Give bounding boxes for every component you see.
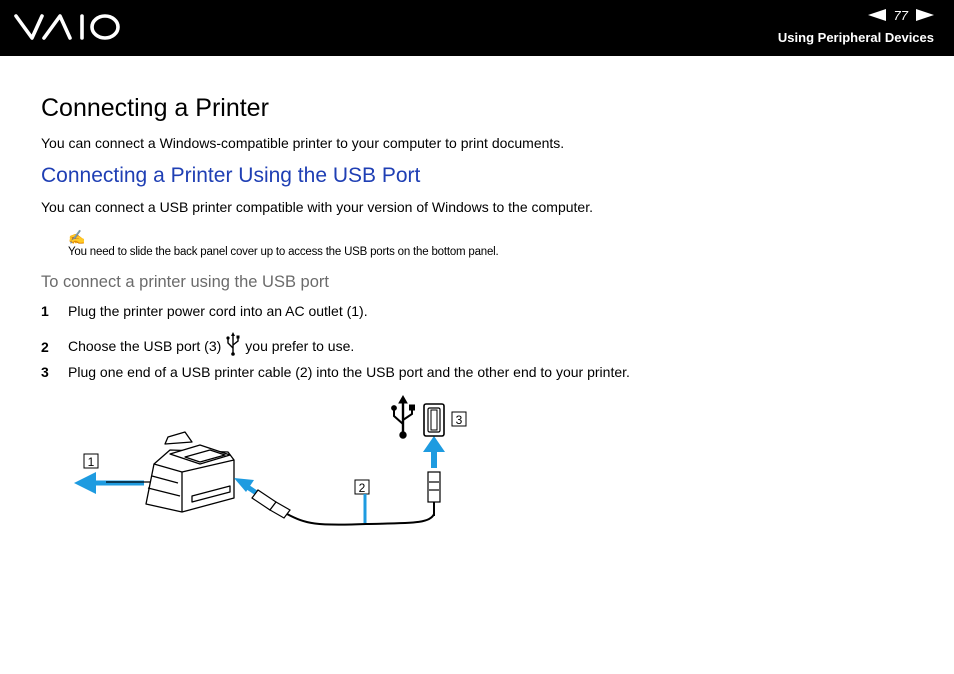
subintro-text: You can connect a USB printer compatible with your version of Windows to the computer.	[41, 199, 593, 215]
step-text: Plug one end of a USB printer cable (2) into the USB port and the other end to your printer.	[68, 364, 630, 380]
header-bar	[0, 0, 954, 56]
power-arrow	[74, 472, 152, 494]
callout-1-label: 1	[87, 455, 95, 469]
printer-connection-diagram	[70, 392, 490, 542]
step-text: Plug the printer power cord into an AC outlet (1).	[68, 303, 368, 319]
callout-3	[452, 412, 466, 427]
step-text-after: you prefer to use.	[245, 338, 355, 354]
triangle-right-icon[interactable]	[916, 9, 934, 21]
usb-cable	[252, 472, 440, 525]
callout-3-label: 3	[455, 413, 463, 427]
step-text-before: Choose the USB port (3)	[68, 338, 222, 354]
step-number: 2	[41, 339, 49, 355]
step-number: 3	[41, 364, 49, 380]
intro-text: You can connect a Windows-compatible printer to your computer to print documents.	[41, 135, 565, 151]
page-number: 77	[893, 7, 908, 23]
callout-1	[84, 454, 98, 469]
note-text: You need to slide the back panel cover up to access the USB ports on the bottom panel.	[68, 246, 499, 258]
step-number: 1	[41, 303, 49, 319]
procedure-title: To connect a printer using the USB port	[41, 273, 329, 291]
usb-icon	[226, 332, 240, 359]
printer-illustration	[146, 432, 234, 512]
printer-arrow	[234, 478, 258, 494]
vaio-logo	[14, 12, 122, 47]
section-title: Using Peripheral Devices	[777, 30, 934, 45]
page-title: Connecting a Printer	[41, 94, 269, 122]
section-subtitle: Connecting a Printer Using the USB Port	[41, 164, 421, 187]
pencil-note-icon: ✍	[68, 229, 86, 245]
usb-symbol-icon	[392, 396, 415, 438]
port-arrow	[423, 436, 445, 468]
triangle-left-icon[interactable]	[868, 9, 886, 21]
usb-port-icon	[424, 404, 444, 436]
callout-2-label: 2	[358, 481, 366, 495]
callout-2	[355, 480, 369, 523]
page-navigation	[868, 6, 934, 24]
step-text	[68, 332, 354, 359]
